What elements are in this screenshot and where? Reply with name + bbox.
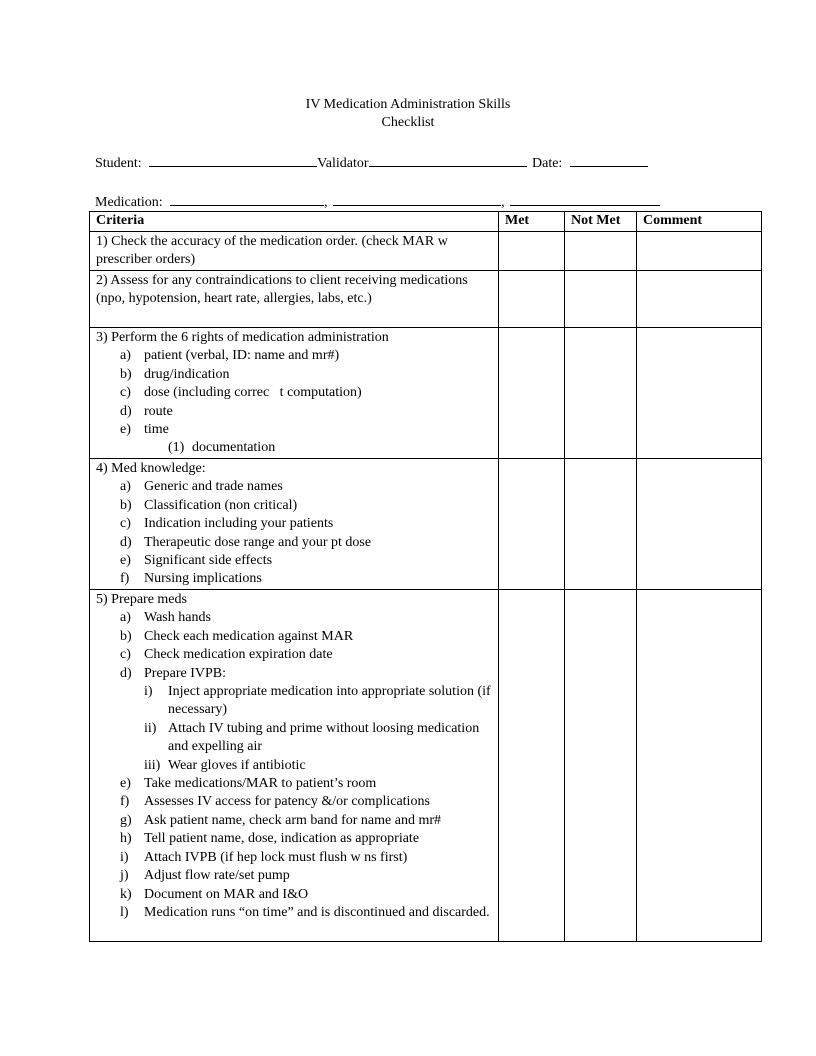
table-row xyxy=(90,459,762,590)
validator-blank[interactable] xyxy=(369,152,527,167)
list-item xyxy=(96,628,492,646)
date-blank[interactable] xyxy=(570,152,648,167)
table-row xyxy=(90,232,762,271)
item-text: Wash hands xyxy=(144,610,211,626)
item-label: f) xyxy=(120,571,130,587)
list-item xyxy=(96,515,492,533)
item-text: Tell patient name, dose, indication as appropriate xyxy=(144,831,420,847)
met-cell[interactable] xyxy=(499,232,565,271)
table-row xyxy=(90,271,762,328)
list-item xyxy=(96,497,492,515)
item-label: k) xyxy=(120,886,132,902)
table-row xyxy=(90,328,762,459)
student-validator-date-row xyxy=(95,152,648,173)
title-line-1: IV Medication Administration Skills xyxy=(305,97,511,112)
not-met-cell[interactable] xyxy=(565,232,637,271)
medication-label: Medication: xyxy=(95,195,163,210)
item-label: e) xyxy=(120,422,131,438)
list-item xyxy=(96,812,492,830)
item-text: route xyxy=(144,403,173,419)
document-title xyxy=(0,96,816,132)
criteria-cell: 1) Check the accuracy of the medication order. (check MAR w prescriber orders) xyxy=(90,232,499,271)
item-text: Check each medication against MAR xyxy=(144,628,354,644)
subitem-label: (1) xyxy=(168,440,185,456)
not-met-cell[interactable] xyxy=(565,459,637,590)
list-item xyxy=(96,609,492,627)
item-label: c) xyxy=(120,647,131,663)
item-label: e) xyxy=(120,776,131,792)
section-heading: 3) Perform the 6 rights of medication administration xyxy=(96,330,389,345)
list-item xyxy=(96,570,492,588)
item-text: time xyxy=(144,422,169,438)
comment-cell[interactable] xyxy=(637,328,762,459)
item-text: Check medication expiration date xyxy=(144,647,333,663)
list-item xyxy=(96,904,492,922)
met-header: Met xyxy=(499,212,565,232)
item-label: g) xyxy=(120,812,132,828)
item-label: b) xyxy=(120,497,132,513)
item-text: Medication runs “on time” and is discontinued and discarded. xyxy=(144,904,490,920)
comment-cell[interactable] xyxy=(637,459,762,590)
medication-blank-3[interactable] xyxy=(510,191,660,206)
list-subitem xyxy=(96,683,492,720)
item-text: Ask patient name, check arm band for name and mr# xyxy=(144,812,442,828)
list-item xyxy=(96,403,492,421)
subitem-label: i) xyxy=(144,684,153,700)
item-label: i) xyxy=(120,849,129,865)
subitem-text: documentation xyxy=(192,440,276,456)
list-subitem xyxy=(96,439,492,457)
item-text: drug/indication xyxy=(144,366,230,382)
list-item xyxy=(96,775,492,793)
comma-2: , xyxy=(501,195,505,210)
subitem-text: Wear gloves if antibiotic xyxy=(168,757,306,773)
met-cell[interactable] xyxy=(499,271,565,328)
item-text: Nursing implications xyxy=(144,571,262,587)
item-text: Indication including your patients xyxy=(144,516,334,532)
list-item xyxy=(96,886,492,904)
list-item xyxy=(96,830,492,848)
list-item xyxy=(96,421,492,439)
met-cell[interactable] xyxy=(499,590,565,942)
item-label: d) xyxy=(120,665,132,681)
item-label: l) xyxy=(120,904,129,920)
item-text: Significant side effects xyxy=(144,553,273,569)
list-item xyxy=(96,793,492,811)
criteria-header: Criteria xyxy=(90,212,499,232)
item-text: Therapeutic dose range and your pt dose xyxy=(144,534,372,550)
item-label: e) xyxy=(120,553,131,569)
item-label: f) xyxy=(120,794,130,810)
criteria-cell: 2) Assess for any contraindications to client receiving medications (npo, hypotension, heart rate, allergies, labs, etc.) xyxy=(90,271,499,328)
comment-header: Comment xyxy=(637,212,762,232)
subitem-label: iii) xyxy=(144,757,161,773)
item-label: a) xyxy=(120,479,131,495)
item-text: Take medications/MAR to patient’s room xyxy=(144,776,377,792)
list-subitem xyxy=(96,720,492,757)
list-item xyxy=(96,849,492,867)
criteria-cell xyxy=(90,590,499,942)
subitem-text: Inject appropriate medication into appropriate solution (if necessary) xyxy=(168,684,491,718)
list-item xyxy=(96,384,492,402)
student-blank[interactable] xyxy=(149,152,317,167)
medication-blank-2[interactable] xyxy=(333,191,501,206)
not-met-cell[interactable] xyxy=(565,328,637,459)
criteria-cell xyxy=(90,459,499,590)
list-item xyxy=(96,665,492,683)
item-text: patient (verbal, ID: name and mr#) xyxy=(144,348,340,364)
header-row xyxy=(90,212,762,232)
item-label: a) xyxy=(120,610,131,626)
not-met-cell[interactable] xyxy=(565,590,637,942)
item-text: Assesses IV access for patency &/or complications xyxy=(144,794,430,810)
item-text: dose (including correc t computation) xyxy=(144,385,362,401)
item-text: Prepare IVPB: xyxy=(144,665,227,681)
item-label: c) xyxy=(120,385,131,401)
list-item xyxy=(96,867,492,885)
table-row xyxy=(90,590,762,942)
item-label: c) xyxy=(120,516,131,532)
list-item xyxy=(96,347,492,365)
not-met-cell[interactable] xyxy=(565,271,637,328)
item-label: d) xyxy=(120,534,132,550)
comma-1: , xyxy=(324,195,328,210)
medication-blank-1[interactable] xyxy=(170,191,324,206)
list-item xyxy=(96,646,492,664)
section-heading: 4) Med knowledge: xyxy=(96,461,206,476)
list-subitem xyxy=(96,757,492,775)
student-label: Student: xyxy=(95,156,142,171)
list-item xyxy=(96,366,492,384)
item-text: Attach IVPB (if hep lock must flush w ns first) xyxy=(144,849,408,865)
comment-cell[interactable] xyxy=(637,590,762,942)
list-item xyxy=(96,534,492,552)
item-label: b) xyxy=(120,628,132,644)
item-label: h) xyxy=(120,831,132,847)
list-item xyxy=(96,478,492,496)
comment-cell[interactable] xyxy=(637,232,762,271)
comment-cell[interactable] xyxy=(637,271,762,328)
item-text: Generic and trade names xyxy=(144,479,283,495)
item-text: Adjust flow rate/set pump xyxy=(144,868,290,884)
medication-row xyxy=(95,191,660,212)
item-label: b) xyxy=(120,366,132,382)
criteria-table xyxy=(89,211,762,942)
subitem-label: ii) xyxy=(144,720,157,736)
item-text: Classification (non critical) xyxy=(144,497,298,513)
list-item xyxy=(96,552,492,570)
criteria-cell xyxy=(90,328,499,459)
item-label: j) xyxy=(120,868,129,884)
not-met-header: Not Met xyxy=(565,212,637,232)
section-heading: 5) Prepare meds xyxy=(96,592,187,607)
met-cell[interactable] xyxy=(499,328,565,459)
item-label: d) xyxy=(120,403,132,419)
validator-label: Validator xyxy=(317,156,369,171)
date-label: Date: xyxy=(532,156,563,171)
title-line-2: Checklist xyxy=(381,115,435,130)
subitem-text: Attach IV tubing and prime without loosing medication and expelling air xyxy=(168,720,480,755)
item-text: Document on MAR and I&O xyxy=(144,886,309,902)
met-cell[interactable] xyxy=(499,459,565,590)
item-label: a) xyxy=(120,348,131,364)
